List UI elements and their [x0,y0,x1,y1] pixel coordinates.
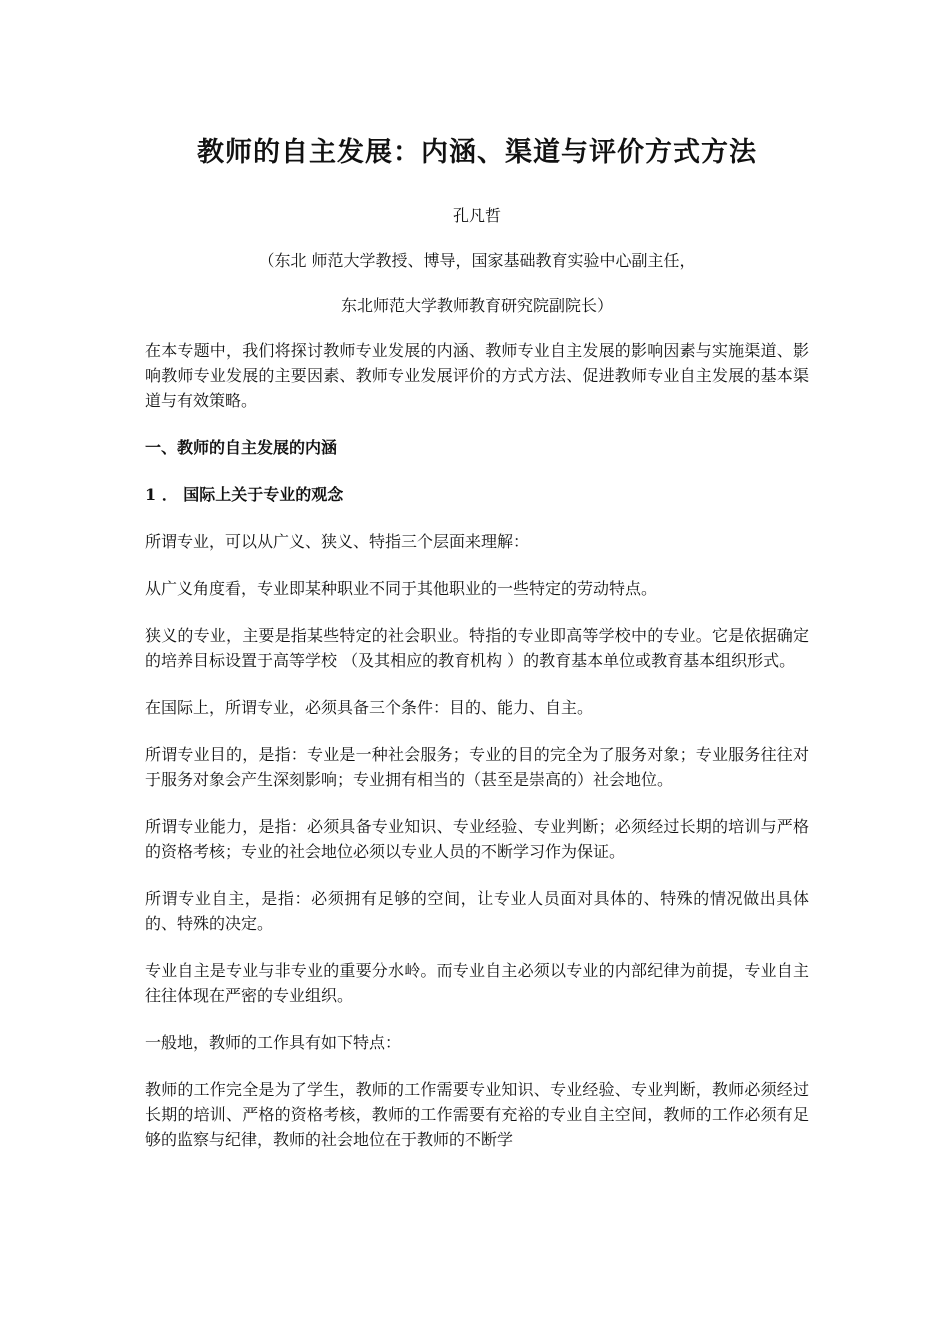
author-name: 孔凡哲 [452,206,501,225]
paragraph: 在国际上，所谓专业，必须具备三个条件：目的、能力、自主。 [145,698,594,717]
section-heading: 一、教师的自主发展的内涵 [145,438,338,457]
author-affiliation-line1: （东北 师范大学教授、博导，国家基础教育实验中心副主任， [258,251,696,270]
author-affiliation-line2: 东北师范大学教师教育研究院副院长） [340,296,613,315]
document-content [145,130,809,1174]
paragraph: 专业自主是专业与非专业的重要分水岭。而专业自主必须以专业的内部纪律为前提，专业自主往往体现在严密的专业组织。 [145,961,809,1005]
paragraph: 教师的工作完全是为了学生，教师的工作需要专业知识、专业经验、专业判断，教师必须经过长期的培训、严格的资格考核，教师的工作需要有充裕的专业自主空间，教师的工作必须有足够的监察与纪律，教师的社会地位在于教师的不断学 [145,1080,809,1149]
paragraph: 所谓专业，可以从广义、狭义、特指三个层面来理解： [145,532,530,551]
paragraph: 所谓专业能力，是指：必须具备专业知识、专业经验、专业判断；必须经过长期的培训与严格的资格考核；专业的社会地位必须以专业人员的不断学习作为保证。 [145,817,809,861]
document-title: 教师的自主发展：内涵、渠道与评价方式方法 [197,137,757,168]
paragraph: 狭义的专业，主要是指某些特定的社会职业。特指的专业即高等学校中的专业。它是依据确定的培养目标设置于高等学校 （及其相应的教育机构 ）的教育基本单位或教育基本组织形式。 [145,626,809,670]
subsection-heading: 1 ． 国际上关于专业的观念 [145,485,344,504]
paragraph: 一般地，教师的工作具有如下特点： [145,1033,402,1052]
paragraph: 所谓专业目的，是指：专业是一种社会服务；专业的目的完全为了服务对象；专业服务往往对于服务对象会产生深刻影响；专业拥有相当的（甚至是崇高的）社会地位。 [145,745,809,789]
paragraph: 所谓专业自主，是指：必须拥有足够的空间，让专业人员面对具体的、特殊的情况做出具体的、特殊的决定。 [145,889,809,933]
paragraph: 从广义角度看，专业即某种职业不同于其他职业的一些特定的劳动特点。 [145,579,658,598]
intro-paragraph: 在本专题中，我们将探讨教师专业发展的内涵、教师专业自主发展的影响因素与实施渠道、影响教师专业发展的主要因素、教师专业发展评价的方式方法、促进教师专业自主发展的基本渠道与有效策略。 [145,341,809,410]
